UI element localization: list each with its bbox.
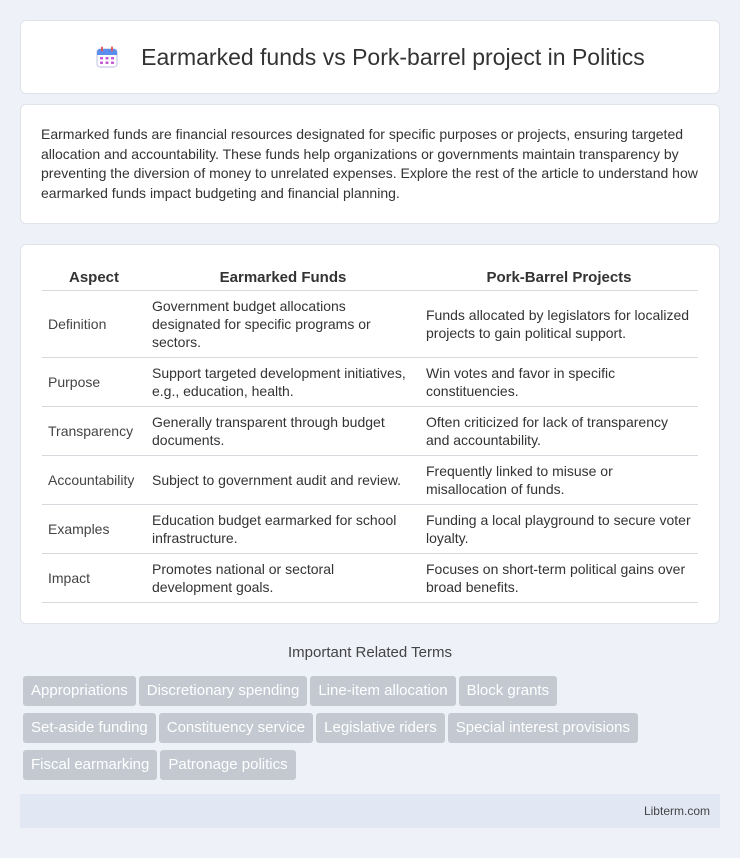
table-row <box>42 504 698 553</box>
related-terms-title: Important Related Terms <box>288 644 452 661</box>
footer <box>20 794 720 828</box>
tag-legislative-riders[interactable]: Legislative riders <box>316 713 445 743</box>
row-earmarked: Subject to government audit and review. <box>146 455 420 504</box>
calendar-icon <box>95 45 119 69</box>
tag-appropriations[interactable]: Appropriations <box>23 676 136 706</box>
table-row <box>42 553 698 602</box>
table-row <box>42 455 698 504</box>
tag-line-item-allocation[interactable]: Line-item allocation <box>310 676 455 706</box>
row-earmarked: Support targeted development initiatives, e.g., education, health. <box>146 357 420 406</box>
tag-patronage-politics[interactable]: Patronage politics <box>160 750 295 780</box>
comparison-card <box>20 244 720 624</box>
title-card <box>20 20 720 94</box>
row-earmarked: Education budget earmarked for school infrastructure. <box>146 504 420 553</box>
table-header-row <box>42 265 698 290</box>
tag-discretionary-spending[interactable]: Discretionary spending <box>139 676 308 706</box>
intro-paragraph: Earmarked funds are financial resources designated for specific purposes or projects, ensuring targeted allocation and accountability. These funds help organizations or governments maintain transparency by preventing the diversion of money to unrelated expenses. Explore the rest of the article to understand how earmarked funds impact budgeting and financial planning. <box>41 126 698 201</box>
row-pork-barrel: Often criticized for lack of transparency and accountability. <box>420 406 698 455</box>
header-pork-barrel-projects: Pork-Barrel Projects <box>420 265 698 290</box>
footer-site-link[interactable]: Libterm.com <box>643 804 710 818</box>
intro-card <box>20 104 720 224</box>
tag-set-aside-funding[interactable]: Set-aside funding <box>23 713 156 743</box>
page-title: Earmarked funds vs Pork-barrel project in Politics <box>141 43 645 70</box>
row-aspect: Accountability <box>42 455 146 504</box>
row-pork-barrel: Win votes and favor in specific constituencies. <box>420 357 698 406</box>
row-aspect: Transparency <box>42 406 146 455</box>
tag-block-grants[interactable]: Block grants <box>459 676 558 706</box>
table-row <box>42 290 698 357</box>
row-earmarked: Generally transparent through budget documents. <box>146 406 420 455</box>
row-aspect: Purpose <box>42 357 146 406</box>
header-earmarked-funds: Earmarked Funds <box>146 265 420 290</box>
header-aspect: Aspect <box>42 265 146 290</box>
row-pork-barrel: Funds allocated by legislators for localized projects to gain political support. <box>420 290 698 357</box>
tag-special-interest-provisions[interactable]: Special interest provisions <box>448 713 638 743</box>
comparison-table <box>42 265 698 603</box>
tag-fiscal-earmarking[interactable]: Fiscal earmarking <box>23 750 157 780</box>
row-aspect: Definition <box>42 290 146 357</box>
row-pork-barrel: Focuses on short-term political gains over broad benefits. <box>420 553 698 602</box>
row-earmarked: Government budget allocations designated for specific programs or sectors. <box>146 290 420 357</box>
table-row <box>42 406 698 455</box>
row-aspect: Impact <box>42 553 146 602</box>
row-earmarked: Promotes national or sectoral development goals. <box>146 553 420 602</box>
row-pork-barrel: Frequently linked to misuse or misallocation of funds. <box>420 455 698 504</box>
tag-constituency-service[interactable]: Constituency service <box>159 713 313 743</box>
table-row <box>42 357 698 406</box>
related-terms-list <box>23 676 723 787</box>
row-aspect: Examples <box>42 504 146 553</box>
row-pork-barrel: Funding a local playground to secure voter loyalty. <box>420 504 698 553</box>
